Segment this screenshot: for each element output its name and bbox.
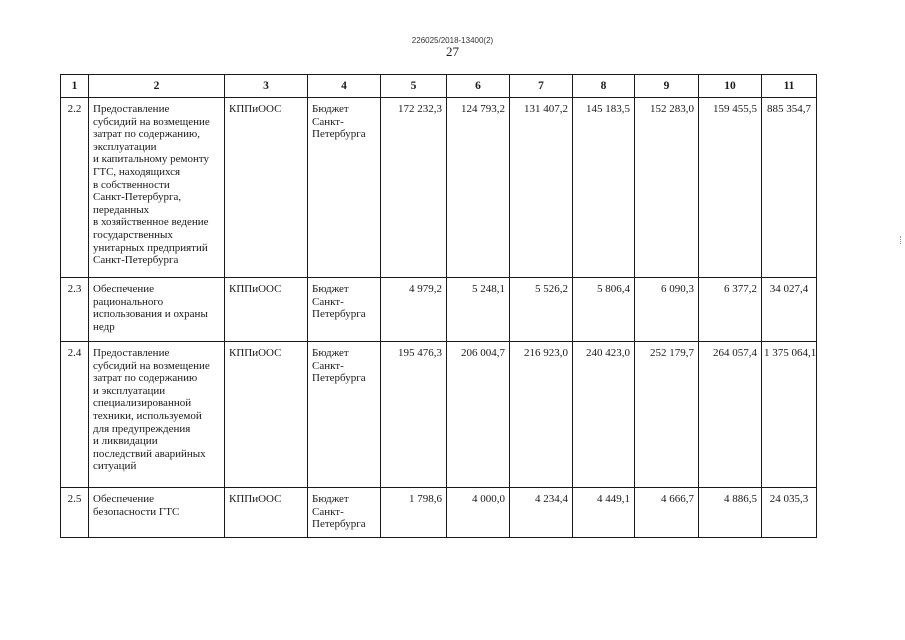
executor-cell: КППиООС: [225, 278, 308, 342]
column-header: 10: [699, 75, 762, 98]
measure-name-line: затрат по содержанию: [93, 372, 198, 385]
year-value-cell: 152 283,0: [635, 98, 699, 278]
year-value-cell: 216 923,0: [510, 342, 573, 488]
year-value-cell: 145 183,5: [573, 98, 635, 278]
year-value-cell: 4 886,5: [699, 488, 762, 538]
year-value-cell: 4 000,0: [447, 488, 510, 538]
year-value-cell: 4 979,2: [381, 278, 447, 342]
funding-source-line: Санкт-: [312, 359, 344, 372]
executor-cell: КППиООС: [225, 98, 308, 278]
table-row: [61, 98, 817, 278]
measure-name-line: переданных: [93, 203, 150, 216]
budget-table: [60, 74, 817, 538]
funding-source-line: Бюджет: [312, 283, 349, 295]
measure-name-line: последствий аварийных: [93, 447, 206, 460]
total-value-cell: 24 035,3: [762, 488, 817, 538]
column-header: 11: [762, 75, 817, 98]
year-value-cell: 195 476,3: [381, 342, 447, 488]
row-number-cell: 2.4: [61, 342, 89, 488]
measure-name-line: субсидий на возмещение: [93, 359, 210, 372]
measure-name-line: в хозяйственное ведение: [93, 216, 209, 229]
measure-name-line: Обеспечение: [93, 493, 154, 505]
total-value-cell: 34 027,4: [762, 278, 817, 342]
measure-name-line: Обеспечение: [93, 283, 154, 295]
year-value-cell: 5 526,2: [510, 278, 573, 342]
funding-source-cell: [308, 98, 381, 278]
year-value-cell: 6 377,2: [699, 278, 762, 342]
column-header: 6: [447, 75, 510, 98]
funding-source-line: Петербурга: [312, 308, 366, 321]
funding-source-cell: [308, 342, 381, 488]
column-header: 2: [89, 75, 225, 98]
measure-name-line: Предоставление: [93, 103, 170, 115]
year-value-cell: 5 248,1: [447, 278, 510, 342]
column-number-row: [61, 75, 817, 98]
measure-name-cell: [89, 342, 225, 488]
measure-name-line: и эксплуатации: [93, 384, 166, 397]
row-number-cell: 2.2: [61, 98, 89, 278]
funding-source-line: Санкт-: [312, 505, 344, 518]
measure-name-cell: [89, 488, 225, 538]
measure-name-line: для предупреждения: [93, 422, 191, 435]
funding-source-line: Бюджет: [312, 493, 349, 505]
column-header: 3: [225, 75, 308, 98]
total-value-cell: 1 375 064,1: [762, 342, 817, 488]
year-value-cell: 206 004,7: [447, 342, 510, 488]
funding-source-line: Петербурга: [312, 518, 366, 531]
measure-name-line: в собственности: [93, 178, 170, 191]
measure-name-line: Санкт-Петербурга: [93, 254, 179, 267]
year-value-cell: 124 793,2: [447, 98, 510, 278]
measure-name-line: ситуаций: [93, 460, 137, 473]
row-number-cell: 2.5: [61, 488, 89, 538]
measure-name-line: государственных: [93, 228, 173, 241]
measure-name-line: использования и охраны: [93, 308, 208, 321]
measure-name-line: специализированной: [93, 397, 192, 410]
year-value-cell: 172 232,3: [381, 98, 447, 278]
measure-name-line: безопасности ГТС: [93, 505, 180, 518]
year-value-cell: 264 057,4: [699, 342, 762, 488]
executor-cell: КППиООС: [225, 342, 308, 488]
measure-name-line: Предоставление: [93, 347, 170, 359]
document-reference: 226025/2018-13400(2): [411, 36, 494, 45]
measure-name-line: эксплуатации: [93, 140, 157, 153]
table-row: [61, 278, 817, 342]
funding-source-line: Бюджет: [312, 103, 349, 115]
measure-name-line: техники, используемой: [93, 409, 202, 422]
funding-source-line: Петербурга: [312, 372, 366, 385]
column-header: 4: [308, 75, 381, 98]
funding-source-cell: [308, 278, 381, 342]
funding-source-line: Санкт-: [312, 115, 344, 128]
funding-source-cell: [308, 488, 381, 538]
page-number: 27: [446, 44, 459, 59]
measure-name-cell: [89, 98, 225, 278]
measure-name-line: унитарных предприятий: [93, 241, 208, 254]
column-header: 7: [510, 75, 573, 98]
margin-mark: [900, 236, 904, 244]
year-value-cell: 4 449,1: [573, 488, 635, 538]
measure-name-cell: [89, 278, 225, 342]
measure-name-line: ГТС, находящихся: [93, 165, 181, 178]
column-header: 8: [573, 75, 635, 98]
column-header: 1: [61, 75, 89, 98]
year-value-cell: 1 798,6: [381, 488, 447, 538]
funding-source-line: Петербурга: [312, 128, 366, 141]
year-value-cell: 4 666,7: [635, 488, 699, 538]
measure-name-line: и ликвидации: [93, 435, 158, 448]
funding-source-line: Бюджет: [312, 347, 349, 359]
row-number-cell: 2.3: [61, 278, 89, 342]
measure-name-line: Санкт-Петербурга,: [93, 191, 182, 204]
executor-cell: КППиООС: [225, 488, 308, 538]
measure-name-line: и капитальному ремонту: [93, 153, 210, 166]
year-value-cell: 252 179,7: [635, 342, 699, 488]
column-header: 9: [635, 75, 699, 98]
year-value-cell: 4 234,4: [510, 488, 573, 538]
measure-name-line: субсидий на возмещение: [93, 115, 210, 128]
year-value-cell: 5 806,4: [573, 278, 635, 342]
funding-source-line: Санкт-: [312, 295, 344, 308]
column-header: 5: [381, 75, 447, 98]
measure-name-line: недр: [93, 320, 115, 333]
year-value-cell: 159 455,5: [699, 98, 762, 278]
table-row: [61, 342, 817, 488]
year-value-cell: 240 423,0: [573, 342, 635, 488]
year-value-cell: 6 090,3: [635, 278, 699, 342]
total-value-cell: 885 354,7: [762, 98, 817, 278]
table-row: [61, 488, 817, 538]
measure-name-line: рационального: [93, 295, 164, 308]
year-value-cell: 131 407,2: [510, 98, 573, 278]
measure-name-line: затрат по содержанию,: [93, 128, 200, 141]
